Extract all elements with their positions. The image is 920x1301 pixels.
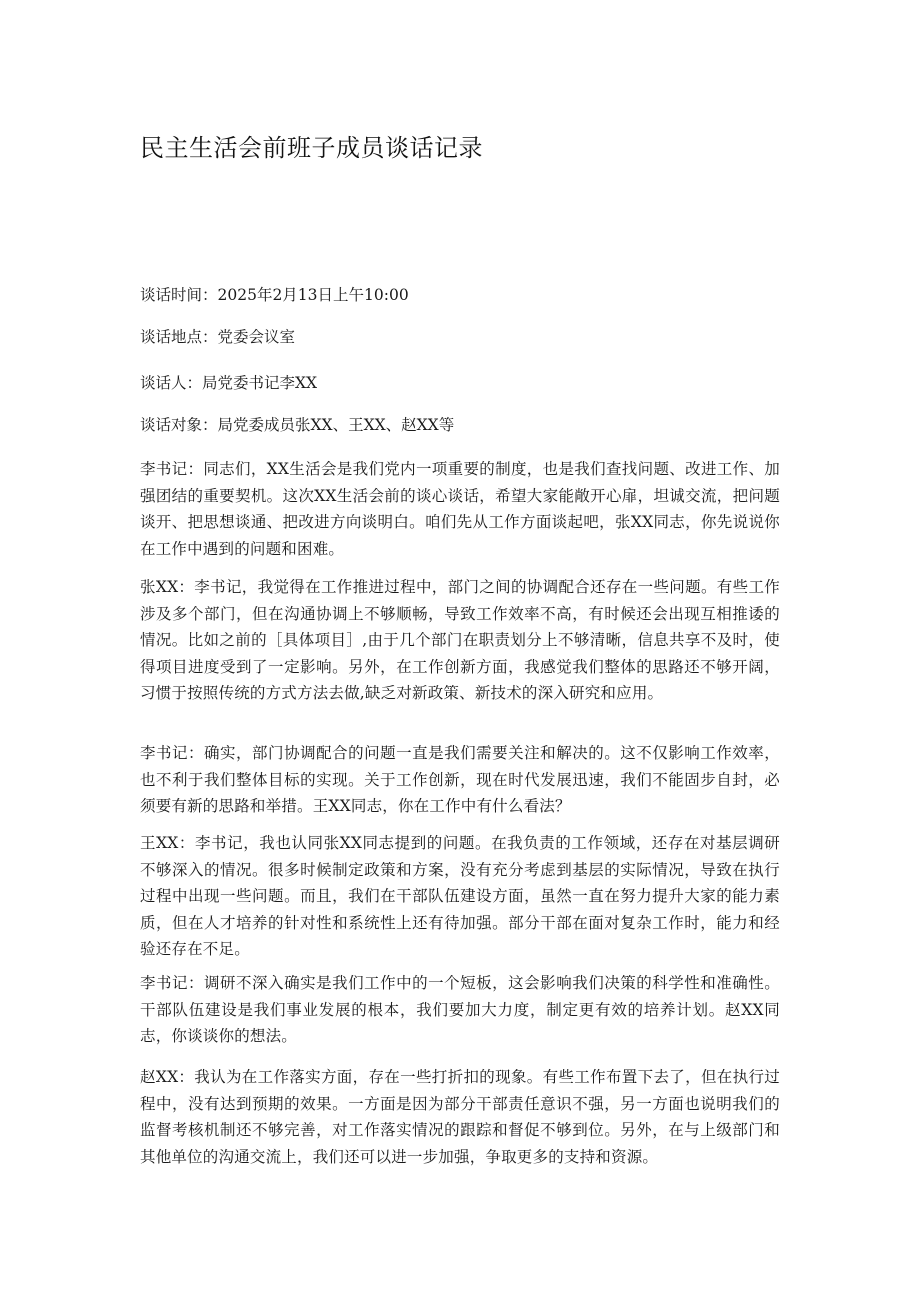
paragraph-zhao: 赵XX：我认为在工作落实方面，存在一些打折扣的现象。有些工作布置下去了，但在执行过程中，没有达到预期的效果。一方面是因为部分干部责任意识不强，另一方面也说明我们的监督考核机制还不够完善，对工作落实情况的跟踪和督促不够到位。另外，在与上级部门和其他单位的沟通交流上，我们还可以进一步加强，争取更多的支持和资源。 bbox=[140, 1068, 780, 1166]
paragraph-wang: 王XX：李书记，我也认同张XX同志提到的问题。在我负责的工作领域，还存在对基层调研不够深入的情况。很多时候制定政策和方案，没有充分考虑到基层的实际情况，导致在执行过程中出现一些问题。而且，我们在干部队伍建设方面，虽然一直在努力提升大家的能力素质，但在人才培养的针对性和系统性上还有待加强。部分干部在面对复杂工作时，能力和经验还存在不足。 bbox=[140, 834, 780, 959]
meeting-time: 谈话时间：2025年2月13日上午10:00 bbox=[140, 286, 409, 304]
paragraph-zhang: 张XX：李书记，我觉得在工作推进过程中，部门之间的协调配合还存在一些问题。有些工作涉及多个部门，但在沟通协调上不够顺畅，导致工作效率不高，有时候还会出现互相推诿的情况。比如之前的［具体项目］,由于几个部门在职责划分上不够清晰，信息共享不及时，使得项目进度受到了一定影响。另外，在工作创新方面，我感觉我们整体的思路还不够开阔，习惯于按照传统的方式方法去做,缺乏对新政策、新技术的深入研究和应用。 bbox=[140, 578, 780, 703]
meeting-place: 谈话地点：党委会议室 bbox=[140, 328, 296, 346]
meeting-speaker: 谈话人：局党委书记李XX bbox=[140, 374, 318, 392]
paragraph-li-response-1: 李书记：确实，部门协调配合的问题一直是我们需要关注和解决的。这不仅影响工作效率，也不利于我们整体目标的实现。关于工作创新，现在时代发展迅速，我们不能固步自封，必须要有新的思路和举措。王XX同志，你在工作中有什么看法？ bbox=[140, 744, 780, 816]
paragraph-li-response-2: 李书记：调研不深入确实是我们工作中的一个短板，这会影响我们决策的科学性和准确性。干部队伍建设是我们事业发展的根本，我们要加大力度，制定更有效的培养计划。赵XX同志，你谈谈你的想法。 bbox=[140, 974, 780, 1046]
document-title: 民主生活会前班子成员谈话记录 bbox=[140, 134, 483, 162]
paragraph-li-opening: 李书记：同志们，XX生活会是我们党内一项重要的制度，也是我们查找问题、改进工作、加强团结的重要契机。这次XX生活会前的谈心谈话，希望大家能敞开心扉，坦诚交流，把问题谈开、把思想谈通、把改进方向谈明白。咱们先从工作方面谈起吧，张XX同志，你先说说你在工作中遇到的问题和困难。 bbox=[140, 460, 780, 558]
meeting-targets: 谈话对象：局党委成员张XX、王XX、赵XX等 bbox=[140, 416, 455, 434]
